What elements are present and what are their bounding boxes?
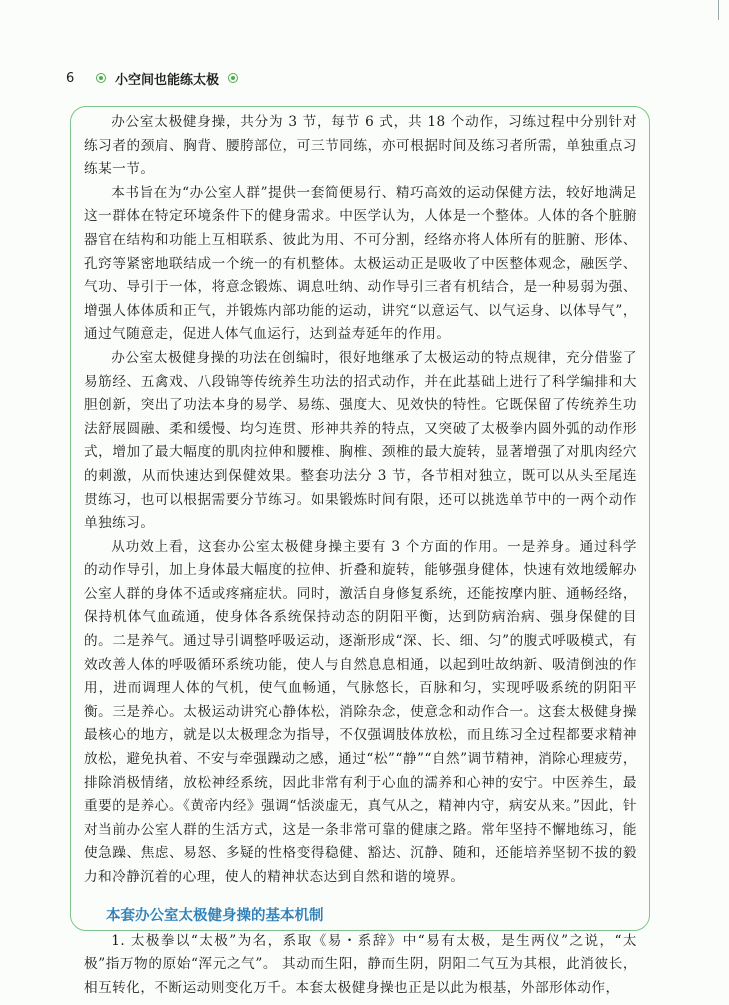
body-paragraph: 办公室太极健身操的功法在创编时，很好地继承了太极运动的特点规律，充分借鉴了易筋经、五禽戏、八段锦等传统养生功法的招式动作，并在此基础上进行了科学编排和大胆创新，突出了功法本身的易学、易练、强度大、见效快的特性。它既保留了传统养生功法舒展圆融、柔和缓慢、均匀连贯、形神共养的特点，又突破了太极拳内圆外弧的动作形式，增加了最大幅度的肌肉拉伸和腰椎、胸椎、颈椎的最大旋转，显著增强了对肌肉经穴的刺激，从而快速达到保健效果。整套功法分 3 节，各节相对独立，既可以从头至尾连贯练习，也可以根据需要分节练习。如果锻炼时间有限，还可以挑选单节中的一两个动作单独练习。: [84, 349, 637, 532]
bullet-circle-icon: [228, 73, 238, 83]
page-header: [66, 68, 238, 88]
body-paragraph: 从功效上看，这套办公室太极健身操主要有 3 个方面的作用。一是养身。通过科学的动作导引，加上身体最大幅度的拉伸、折叠和旋转，能够强身健体，快速有效地缓解办公室人群的身体不适或疼痛症状。同时，激活自身修复系统，还能按摩内脏、通畅经络，保持机体气血疏通，使身体各系统保持动态的阴阳平衡，达到防病治病、强身保健的目的。二是养气。通过导引调整呼吸运动，逐渐形成“深、长、细、匀”的腹式呼吸模式，有效改善人体的呼吸循环系统功能，使人与自然息息相通，以起到吐故纳新、吸清倒浊的作用，进而调理人体的气机，使气血畅通，气脉悠长，百脉和匀，实现呼吸系统的阴阳平衡。三是养心。太极运动讲究心静体松，消除杂念，使意念和动作合一。这套太极健身操最核心的地方，就是以太极理念为指导，不仅强调肢体放松，而且练习全过程都要求精神放松，避免执着、不安与牵强躁动之感，通过“松”“静”“自然”调节精神，消除心理疲劳，排除消极情绪，放松神经系统，因此非常有利于心血的濡养和心神的安宁。中医养生，最重要的是养心。《黄帝内经》强调“恬淡虚无，真气从之，精神内守，病安从来。”因此，针对当前办公室人群的生活方式，这是一条非常可靠的健康之路。常年坚持不懈地练习，能使急躁、焦虑、易怒、多疑的性格变得稳健、豁达、沉静、随和，还能培养坚韧不拔的毅力和冷静沉着的心理，使人的精神状态达到自然和谐的境界。: [84, 538, 637, 885]
page-corner-mark: [718, 0, 719, 20]
body-paragraph: 本书旨在为“办公室人群”提供一套简便易行、精巧高效的运动保健方法，较好地满足这一群体在特定环境条件下的健身需求。中医学认为，人体是一个整体。人体的各个脏腑器官在结构和功能上互相联系、彼此为用、不可分割，经络亦将人体所有的脏腑、形体、孔窍等紧密地联结成一个统一的有机整体。太极运动正是吸收了中医整体观念，融医学、气功、导引于一体，将意念锻炼、调息吐纳、动作导引三者有机结合，是一种易弱为强、增强人体体质和正气，并锻炼内部功能的运动，讲究“以意运气、以气运身、以体导气”，通过气随意走，促进人体气血运行，达到益寿延年的作用。: [84, 184, 637, 343]
section-paragraph: 1. 太极拳以“太极”为名，系取《易・系辞》中“易有太极，是生两仪”之说，“太极”指万物的原始“浑元之气”。 其动而生阳，静而生阴，阴阳二气互为其根，此消彼长，相互转化，不断运动则变化万千。本套太极健身操也正是以此为根基，外部形体动作，: [84, 932, 637, 996]
running-title: 小空间也能练太极: [115, 72, 220, 88]
body-paragraph: 办公室太极健身操，共分为 3 节，每节 6 式，共 18 个动作，习练过程中分别针对练习者的颈肩、胸背、腰胯部位，可三节同练，亦可根据时间及练习者所需，单独重点习练某一节。: [84, 114, 637, 178]
bullet-circle-icon: [96, 73, 106, 83]
page-number: 6: [66, 70, 75, 86]
content-frame: [70, 106, 650, 996]
section-heading: 本套办公室太极健身操的基本机制: [106, 907, 324, 924]
